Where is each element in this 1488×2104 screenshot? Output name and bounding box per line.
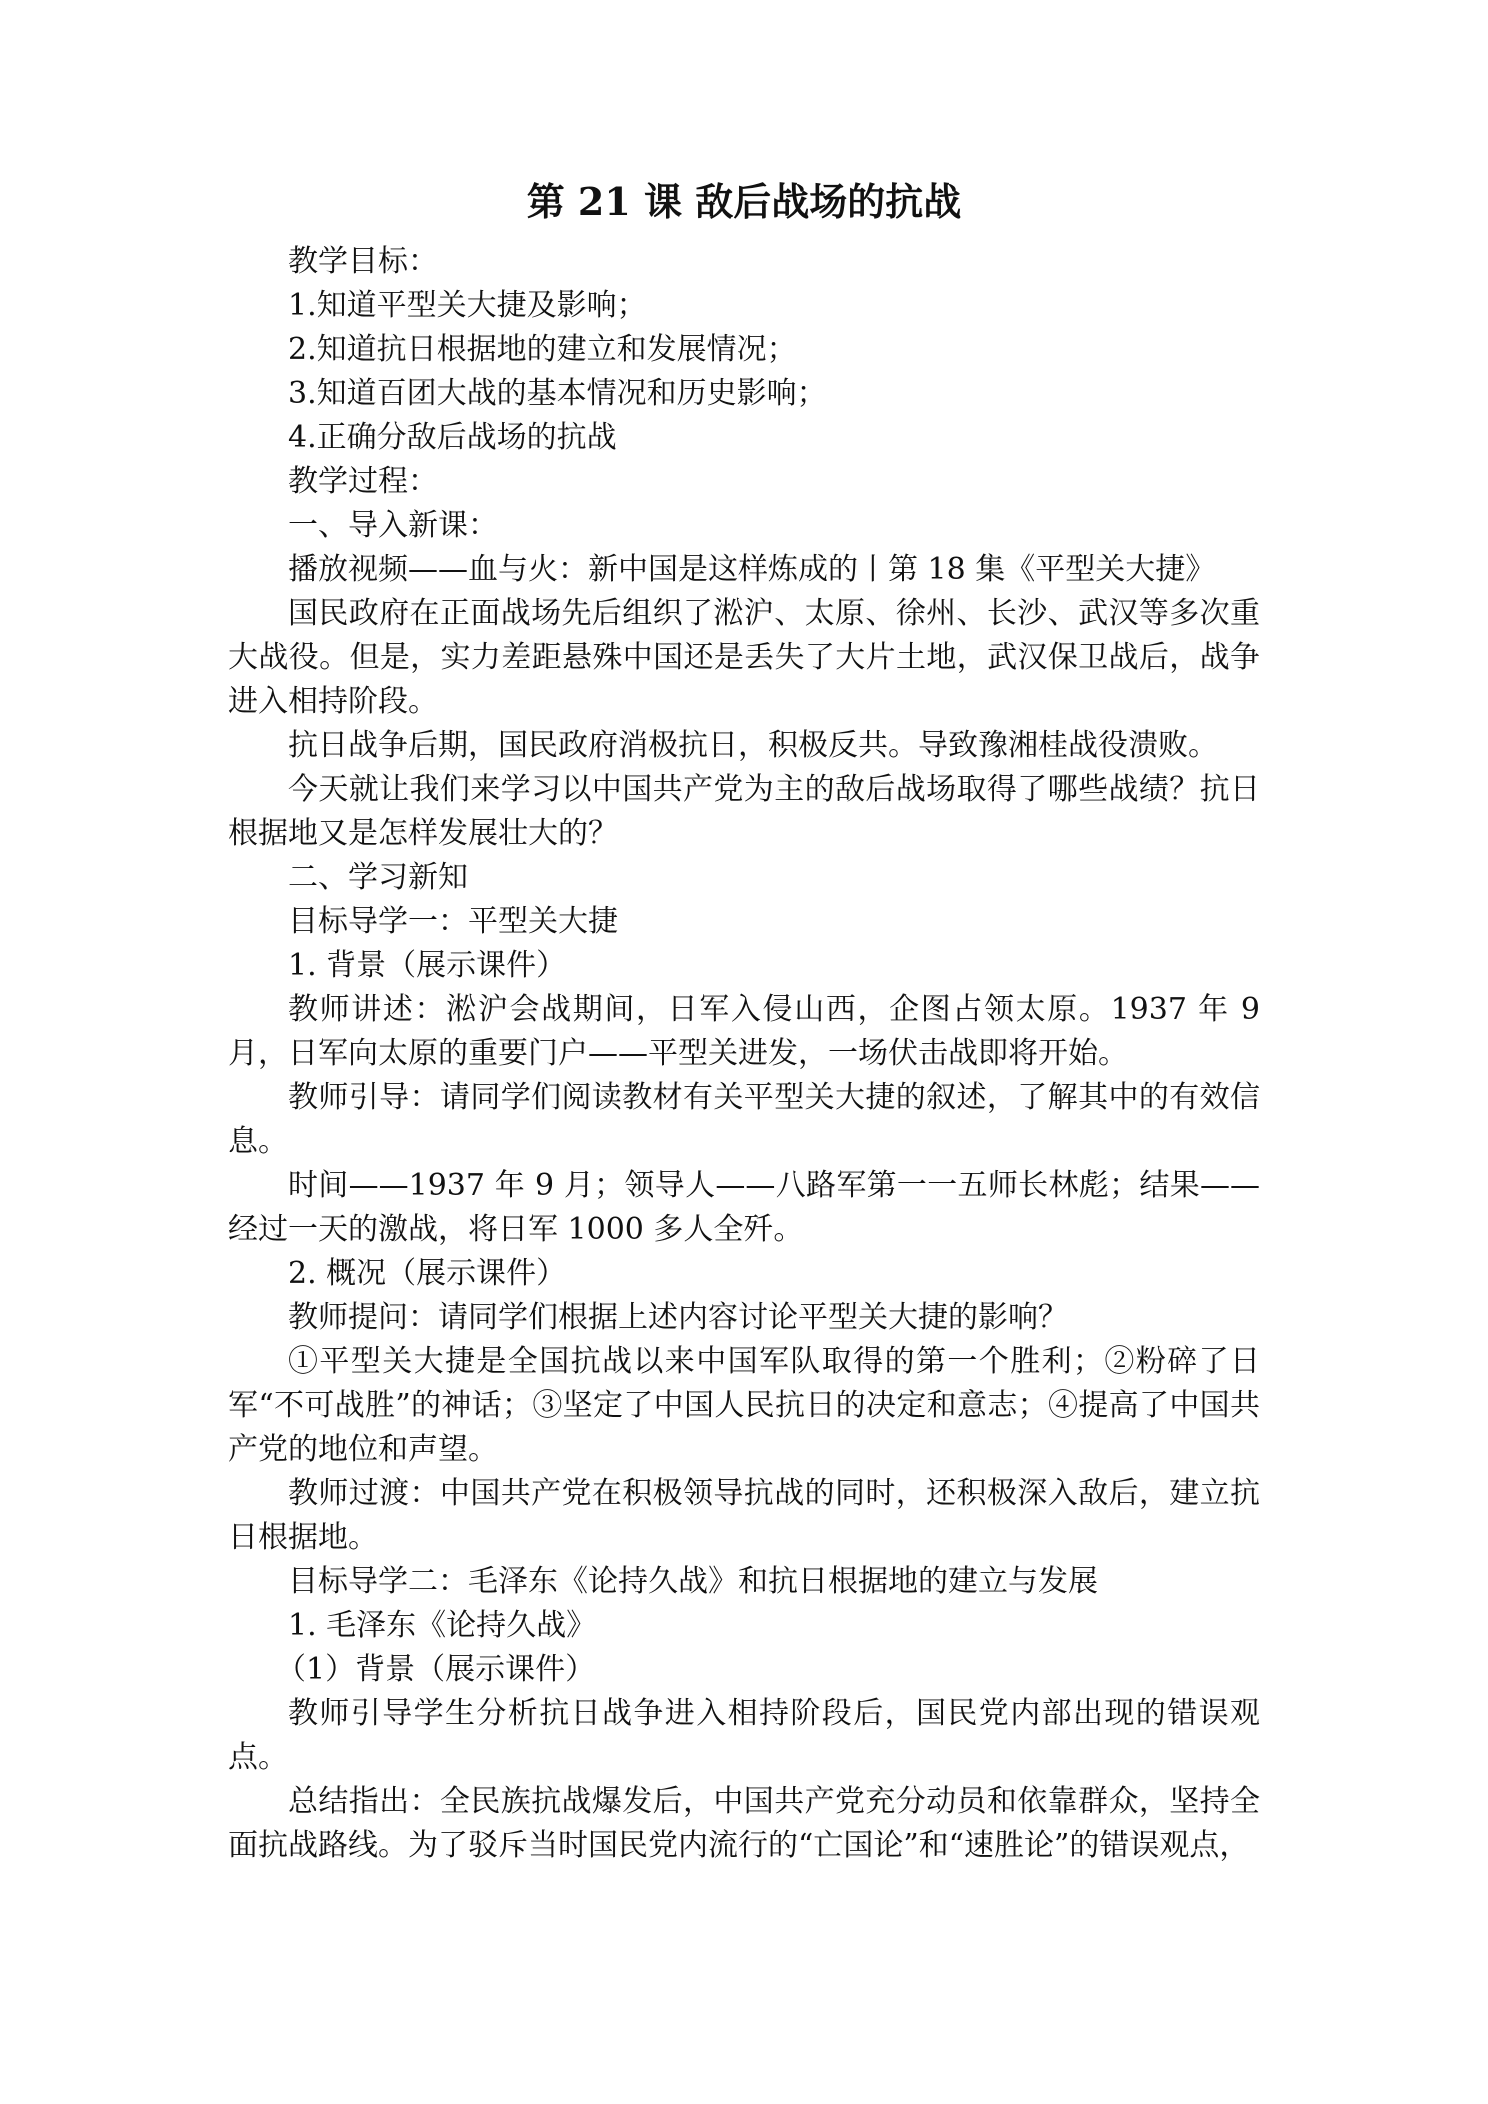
paragraph-overview-heading: 2. 概况（展示课件） [288, 1256, 567, 1291]
paragraph-teacher-guide: 教师引导：请同学们阅读教材有关平型关大捷的叙述，了解其中的有效信息。 [228, 1080, 1260, 1159]
paragraph-teacher-analysis: 教师引导学生分析抗日战争进入相持阶段后，国民党内部出现的错误观点。 [228, 1696, 1260, 1775]
paragraph-intro-heading: 一、导入新课： [288, 508, 498, 543]
paragraph-teacher-question: 教师提问：请同学们根据上述内容讨论平型关大捷的影响？ [288, 1300, 1068, 1335]
paragraph-objective-1: 1.知道平型关大捷及影响； [288, 288, 647, 323]
paragraph-teacher-transition: 教师过渡：中国共产党在积极领导抗战的同时，还积极深入敌后，建立抗日根据地。 [228, 1476, 1260, 1555]
paragraph-teacher-narration: 教师讲述：淞沪会战期间，日军入侵山西，企图占领太原。1937 年 9 月，日军向太原的重要门户——平型关进发，一场伏击战即将开始。 [228, 992, 1260, 1071]
paragraph-facts: 时间——1937 年 9 月；领导人——八路军第一一五师长林彪；结果——经过一天的激战，将日军 1000 多人全歼。 [228, 1168, 1260, 1247]
paragraph-video: 播放视频——血与火：新中国是这样炼成的丨第 18 集《平型关大捷》 [288, 552, 1216, 587]
paragraph-today: 今天就让我们来学习以中国共产党为主的敌后战场取得了哪些战绩？抗日根据地又是怎样发展壮大的？ [228, 772, 1260, 851]
paragraph-sub-background-heading: （1）背景（展示课件） [276, 1652, 596, 1687]
paragraph-goal-2-heading: 目标导学二：毛泽东《论持久战》和抗日根据地的建立与发展 [288, 1564, 1098, 1599]
paragraph-late-war: 抗日战争后期，国民政府消极抗日，积极反共。导致豫湘桂战役溃败。 [288, 728, 1218, 763]
paragraph-impacts: ①平型关大捷是全国抗战以来中国军队取得的第一个胜利；②粉碎了日军“不可战胜”的神话；③坚定了中国人民抗日的决定和意志；④提高了中国共产党的地位和声望。 [228, 1344, 1260, 1467]
paragraph-objective-3: 3.知道百团大战的基本情况和历史影响； [288, 376, 827, 411]
document-page [228, 176, 1260, 1868]
page-title: 第 21 课 敌后战场的抗战 [526, 179, 962, 224]
paragraph-summary: 总结指出：全民族抗战爆发后，中国共产党充分动员和依靠群众，坚持全面抗战路线。为了驳斥当时国民党内流行的“亡国论”和“速胜论”的错误观点， [228, 1784, 1260, 1863]
paragraph-objective-4: 4.正确分敌后战场的抗战 [288, 420, 617, 455]
paragraph-objective-2: 2.知道抗日根据地的建立和发展情况； [288, 332, 797, 367]
paragraph-objectives-heading: 教学目标： [288, 244, 438, 279]
paragraph-new-knowledge-heading: 二、学习新知 [288, 860, 468, 895]
paragraph-frontline: 国民政府在正面战场先后组织了淞沪、太原、徐州、长沙、武汉等多次重大战役。但是，实力差距悬殊中国还是丢失了大片土地，武汉保卫战后，战争进入相持阶段。 [228, 596, 1260, 719]
paragraph-process-heading: 教学过程： [288, 464, 438, 499]
paragraph-protracted-war-heading: 1. 毛泽东《论持久战》 [288, 1608, 597, 1643]
paragraph-goal-1-heading: 目标导学一：平型关大捷 [288, 904, 618, 939]
paragraph-background-heading: 1. 背景（展示课件） [288, 948, 567, 983]
